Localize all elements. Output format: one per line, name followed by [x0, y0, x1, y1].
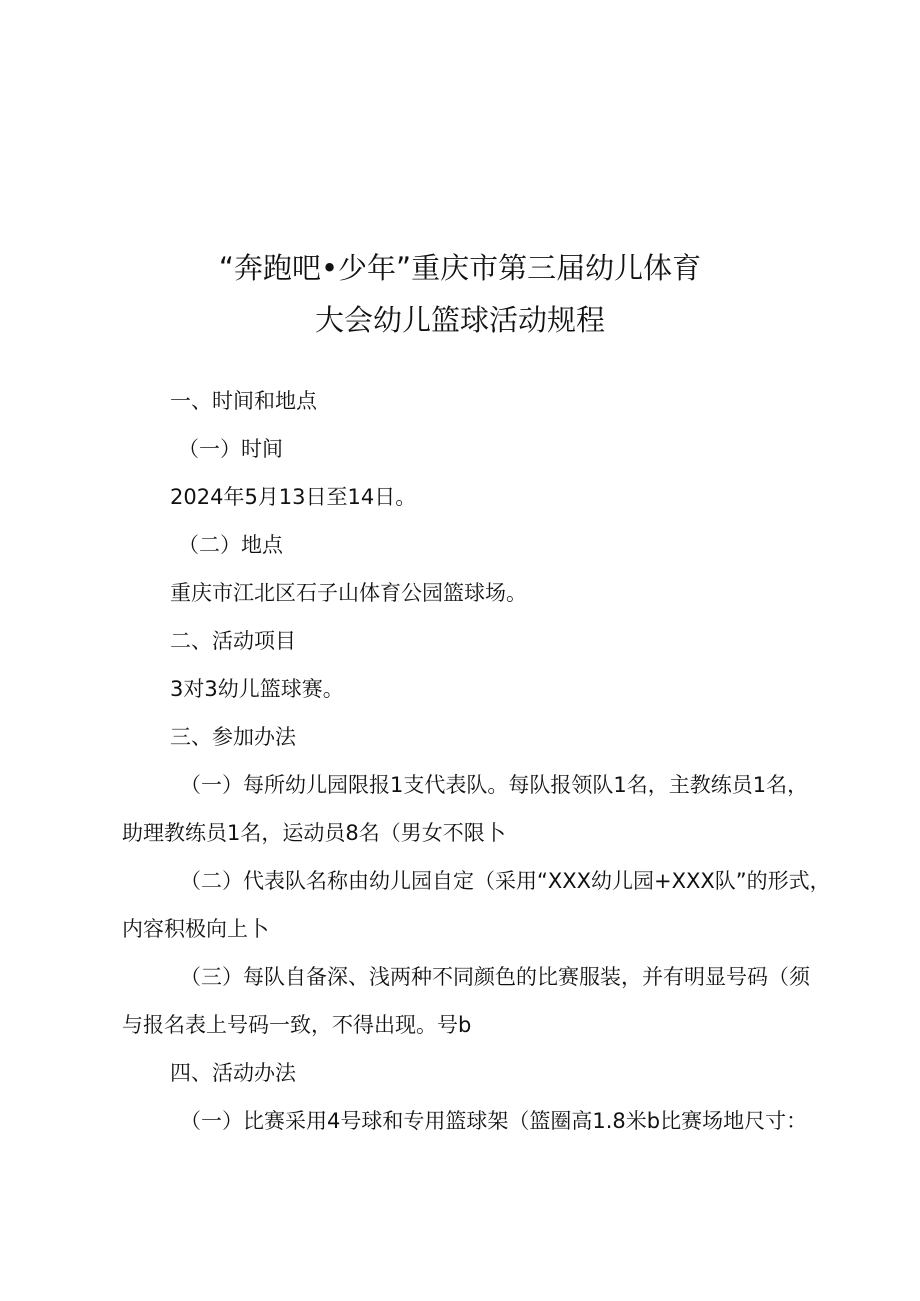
title-line-1: “奔跑吧•少年”重庆市第三届幼儿体育: [218, 251, 702, 285]
paragraph-participation-3b: 与报名表上号码一致，不得出现。号b: [122, 1013, 472, 1037]
paragraph-participation-1b: 助理教练员1名，运动员8名（男女不限卜: [122, 821, 506, 845]
paragraph-method-1: （一）比赛采用4号球和专用篮球架（篮圈高1.8米b比赛场地尺寸：: [180, 1109, 808, 1133]
paragraph-participation-2a: （二）代表队名称由幼儿园自定（采用“XXX幼儿园+XXX队”的形式，: [180, 869, 831, 893]
paragraph-venue: 重庆市江北区石子山体育公园篮球场。: [170, 581, 527, 605]
paragraph-event: 3对3幼儿篮球赛。: [170, 677, 344, 701]
title-line-2: 大会幼儿篮球活动规程: [314, 303, 605, 337]
subheading-time: （一）时间: [178, 437, 283, 461]
section-heading-time-place: 一、时间和地点: [170, 389, 317, 413]
paragraph-participation-3a: （三）每队自备深、浅两种不同颜色的比赛服装，并有明显号码（须: [180, 965, 810, 989]
paragraph-participation-1a: （一）每所幼儿园限报1支代表队。每队报领队1名，主教练员1名，: [180, 773, 809, 797]
subheading-place: （二）地点: [178, 533, 283, 557]
section-heading-events: 二、活动项目: [170, 629, 296, 653]
paragraph-participation-2b: 内容积极向上卜: [122, 917, 269, 941]
paragraph-date: 2024年5月13日至14日。: [170, 485, 417, 509]
section-heading-participation: 三、参加办法: [170, 725, 296, 749]
section-heading-method: 四、活动办法: [170, 1061, 296, 1085]
